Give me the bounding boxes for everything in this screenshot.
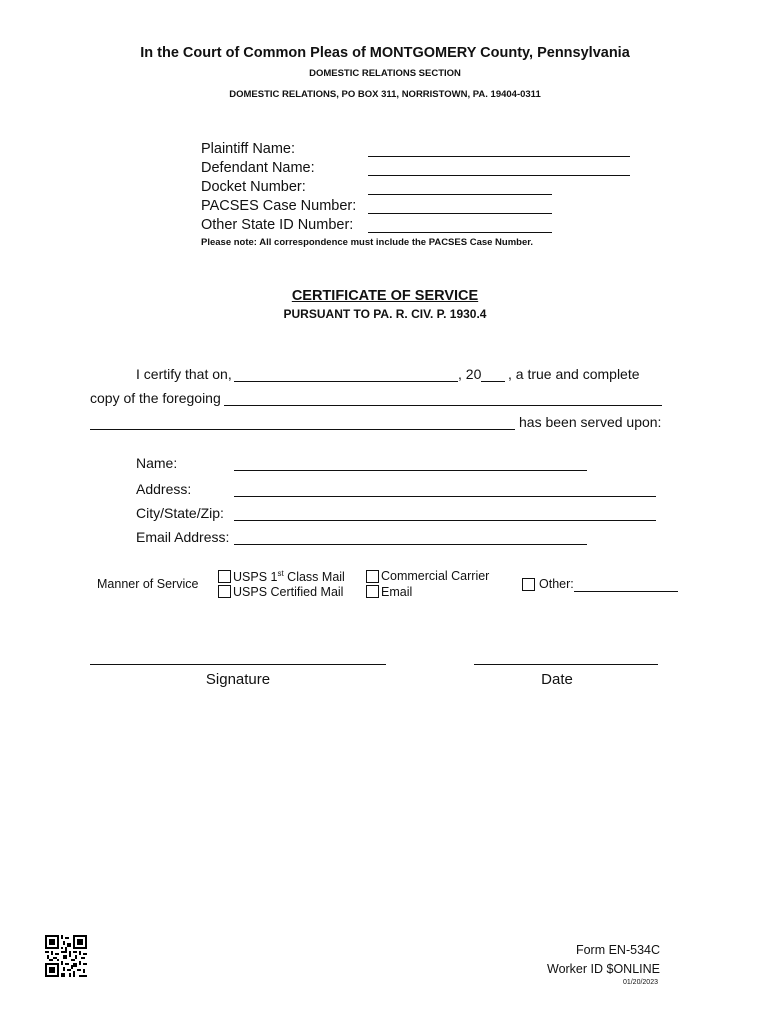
party-city-state-zip-label: City/State/Zip: <box>136 505 224 521</box>
usps-certified-label: USPS Certified Mail <box>233 585 344 599</box>
party-city-state-zip-field[interactable] <box>234 507 656 521</box>
served-upon-text: has been served upon: <box>519 414 662 430</box>
defendant-name-label: Defendant Name: <box>201 160 315 176</box>
service-date-field[interactable] <box>234 368 458 382</box>
party-address-label: Address: <box>136 481 192 497</box>
signature-label: Signature <box>205 671 271 688</box>
usps-first-class-label: USPS 1st Class Mail <box>233 569 345 585</box>
worker-id: Worker ID $ONLINE <box>547 962 660 976</box>
other-label: Other: <box>539 577 574 591</box>
party-name-field[interactable] <box>234 457 587 471</box>
party-address-field[interactable] <box>234 483 656 497</box>
qr-code-icon <box>45 935 87 977</box>
other-state-id-field[interactable] <box>368 219 552 233</box>
email-checkbox[interactable] <box>366 585 379 598</box>
foregoing-document-field[interactable] <box>224 392 662 406</box>
true-complete-text: , a true and complete <box>508 366 640 382</box>
plaintiff-name-label: Plaintiff Name: <box>201 141 296 157</box>
pacses-case-number-field[interactable] <box>368 200 552 214</box>
service-year-field[interactable] <box>481 368 505 382</box>
certify-prefix: I certify that on, <box>136 366 232 382</box>
other-checkbox[interactable] <box>522 578 535 591</box>
commercial-carrier-checkbox[interactable] <box>366 570 379 583</box>
certificate-subtitle: PURSUANT TO PA. R. CIV. P. 1930.4 <box>283 307 487 321</box>
certificate-title: CERTIFICATE OF SERVICE <box>291 288 479 304</box>
pacses-case-number-label: PACSES Case Number: <box>201 198 357 214</box>
other-field[interactable] <box>574 578 678 592</box>
commercial-carrier-label: Commercial Carrier <box>381 569 490 583</box>
court-title: In the Court of Common Pleas of MONTGOMERY County, Pennsylvania <box>140 45 630 61</box>
party-email-label: Email Address: <box>136 529 230 545</box>
email-label: Email <box>381 585 413 599</box>
form-number: Form EN-534C <box>575 943 660 957</box>
docket-number-label: Docket Number: <box>201 179 306 195</box>
plaintiff-name-field[interactable] <box>368 143 630 157</box>
party-name-label: Name: <box>136 455 178 471</box>
office-address: DOMESTIC RELATIONS, PO BOX 311, NORRISTOWN, PA. 19404-0311 <box>229 89 541 100</box>
other-state-id-label: Other State ID Number: <box>201 217 354 233</box>
copy-of-foregoing-text: copy of the foregoing <box>90 390 221 406</box>
date-line[interactable] <box>474 664 658 665</box>
foregoing-document-field-2[interactable] <box>90 416 515 430</box>
usps-certified-checkbox[interactable] <box>218 585 231 598</box>
party-email-field[interactable] <box>234 531 587 545</box>
comma-twenty: , 20 <box>458 366 482 382</box>
defendant-name-field[interactable] <box>368 162 630 176</box>
signature-line[interactable] <box>90 664 386 665</box>
docket-number-field[interactable] <box>368 181 552 195</box>
date-label: Date <box>541 671 573 688</box>
manner-of-service-label: Manner of Service <box>97 577 199 591</box>
correspondence-note: Please note: All correspondence must include the PACSES Case Number. <box>201 237 534 248</box>
form-date-code: 01/20/2023 <box>622 979 658 986</box>
section-title: DOMESTIC RELATIONS SECTION <box>309 68 461 79</box>
usps-first-class-checkbox[interactable] <box>218 570 231 583</box>
